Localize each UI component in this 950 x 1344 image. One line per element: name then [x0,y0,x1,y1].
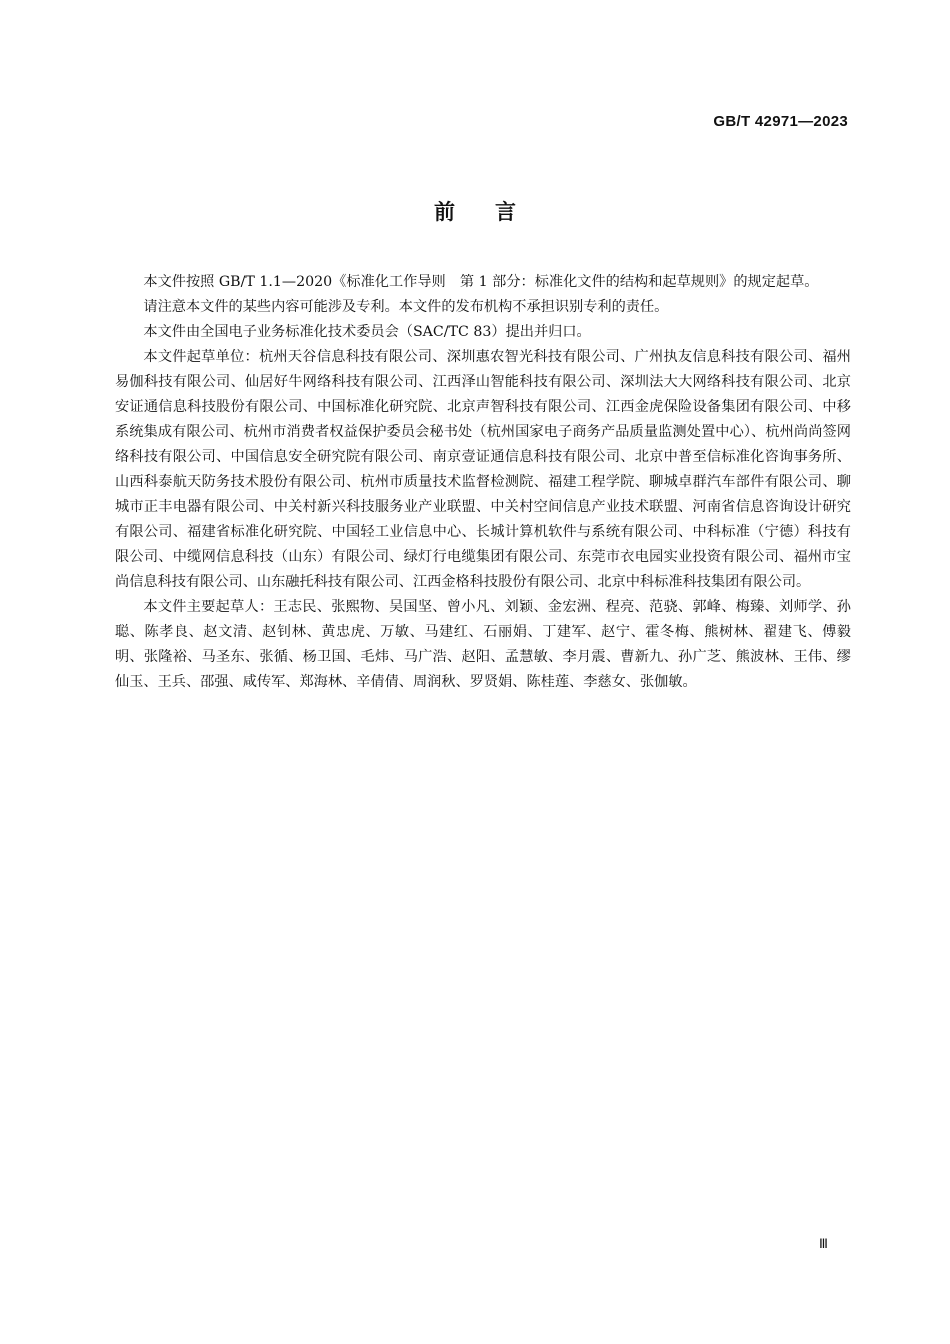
standard-code: GB/T 42971—2023 [713,113,848,130]
paragraph-drafters: 本文件主要起草人：王志民、张熙物、吴国坚、曾小凡、刘颖、金宏洲、程亮、范骁、郭峰、梅臻、刘师学、孙聪、陈孝良、赵文清、赵钊林、黄忠虎、万敏、马建红、石丽娟、丁建军、赵宁、霍冬梅、熊树林、翟建飞、傅毅明、张隆裕、马圣东、张循、杨卫国、毛炜、马广浩、赵阳、孟慧敏、李月震、曹新九、孙广芝、熊波林、王伟、缪仙玉、王兵、邵强、咸传军、郑海林、辛倩倩、周润秋、罗贤娟、陈桂莲、李慈女、张伽敏。 [115,599,851,690]
foreword-body [115,270,851,695]
page-title: 前言 [434,200,556,224]
paragraph-drafting-units: 本文件起草单位：杭州天谷信息科技有限公司、深圳惠农智光科技有限公司、广州执友信息科技有限公司、福州易伽科技有限公司、仙居好牛网络科技有限公司、江西泽山智能科技有限公司、深圳法大大网络科技有限公司、北京安证通信息科技股份有限公司、中国标准化研究院、北京声智科技有限公司、江西金虎保险设备集团有限公司、中移系统集成有限公司、杭州市消费者权益保护委员会秘书处（杭州国家电子商务产品质量监测处置中心）、杭州尚尚签网络科技有限公司、中国信息安全研究院有限公司、南京壹证通信息科技有限公司、北京中普至信标准化咨询事务所、山西科泰航天防务技术股份有限公司、杭州市质量技术监督检测院、福建工程学院、聊城卓群汽车部件有限公司、聊城市正丰电器有限公司、中关村新兴科技服务业产业联盟、中关村空间信息产业技术联盟、河南省信息咨询设计研究有限公司、福建省标准化研究院、中国轻工业信息中心、长城计算机软件与系统有限公司、中科标准（宁德）科技有限公司、中缆网信息科技（山东）有限公司、绿灯行电缆集团有限公司、东莞市衣电园实业投资有限公司、福州市宝尚信息科技有限公司、山东融托科技有限公司、江西金格科技股份有限公司、北京中科标准科技集团有限公司。 [115,349,851,590]
page-number: Ⅲ [819,1236,828,1251]
paragraph-patent-notice: 请注意本文件的某些内容可能涉及专利。本文件的发布机构不承担识别专利的责任。 [143,299,669,315]
paragraph-drafting-rules: 本文件按照 GB/T 1.1—2020《标准化工作导则 第 1 部分：标准化文件的结构和起草规则》的规定起草。 [143,274,819,290]
paragraph-committee: 本文件由全国电子业务标准化技术委员会（SAC/TC 83）提出并归口。 [143,324,591,340]
